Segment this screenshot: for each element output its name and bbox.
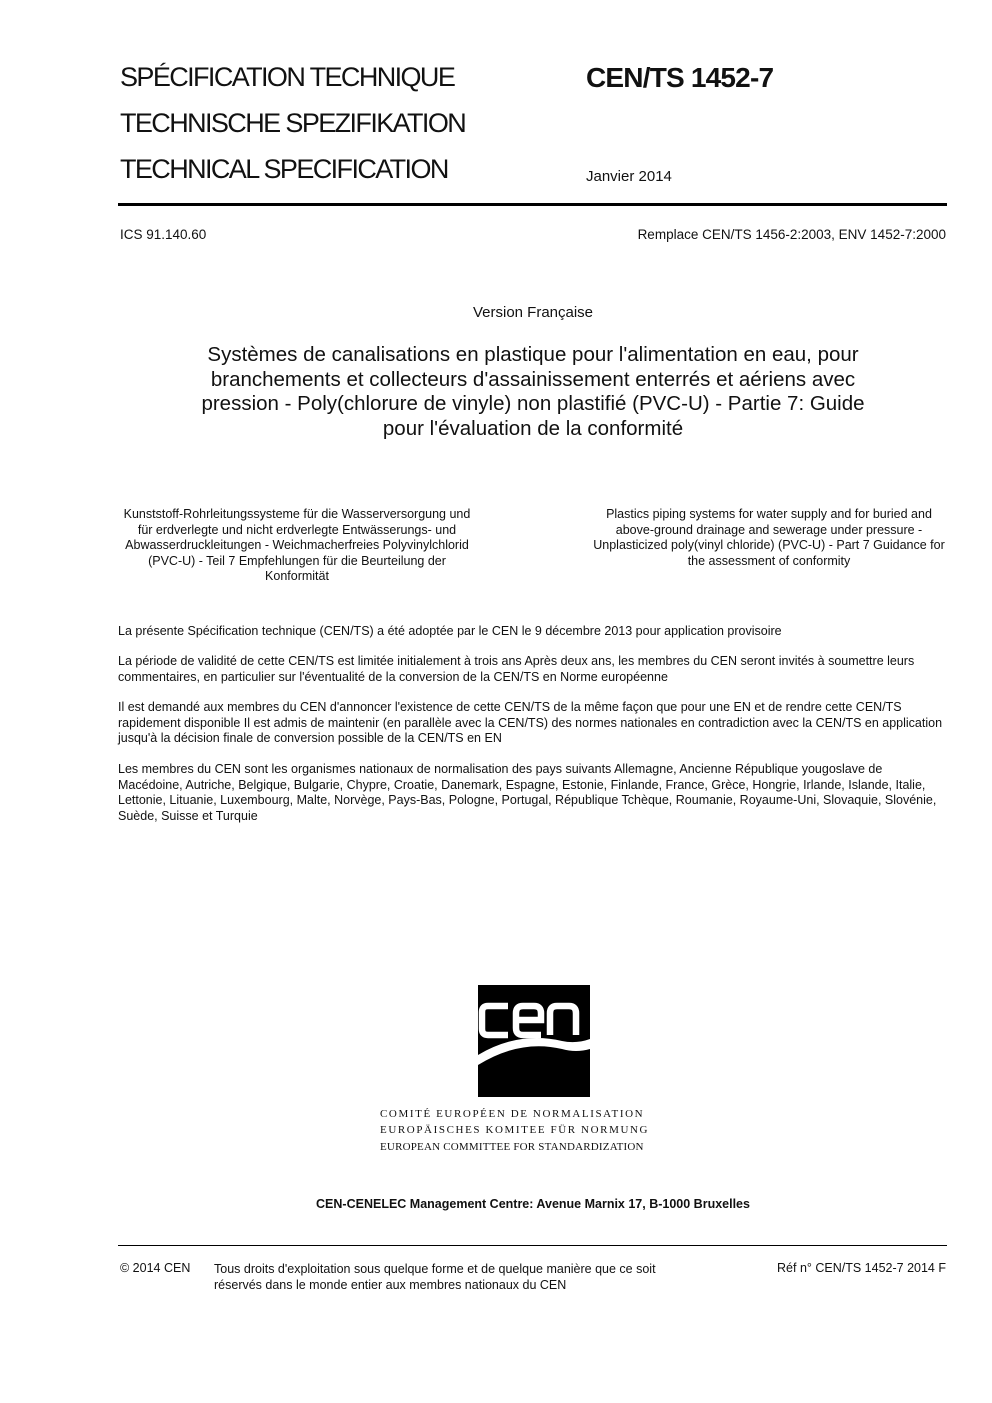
committee-french: COMITÉ EUROPÉEN DE NORMALISATION bbox=[380, 1108, 645, 1120]
title-english: TECHNICAL SPECIFICATION bbox=[120, 154, 448, 184]
title-german: TECHNISCHE SPEZIFIKATION bbox=[120, 108, 466, 138]
management-centre-address: CEN-CENELEC Management Centre: Avenue Marnix 17, B-1000 Bruxelles bbox=[316, 1197, 750, 1211]
paragraph-validity: La période de validité de cette CEN/TS est limitée initialement à trois ans Après deux ans, les membres du CEN seront invités à soumettre leurs commentaires, en particulier sur l'éventualité de la conversion de la CEN/TS en Norme européenne bbox=[118, 654, 915, 684]
replaces-note: Remplace CEN/TS 1456-2:2003, ENV 1452-7:2000 bbox=[637, 227, 946, 242]
ics-code: ICS 91.140.60 bbox=[120, 227, 207, 242]
header-divider bbox=[118, 203, 947, 206]
publication-date: Janvier 2014 bbox=[586, 168, 672, 185]
paragraph-adoption: La présente Spécification technique (CEN/TS) a été adoptée par le CEN le 9 décembre 2013 pour application provisoire bbox=[118, 624, 782, 638]
subtitle-english: Plastics piping systems for water supply and for buried and above-ground drainage and sewerage under pressure - Unplasticized poly(vinyl chloride) (PVC-U) - Part 7 Guidance for the assessment of conformity bbox=[593, 507, 945, 568]
reference-number: Réf n° CEN/TS 1452-7 2014 F bbox=[777, 1261, 946, 1275]
cen-logo-icon bbox=[478, 985, 590, 1097]
committee-german: EUROPÄISCHES KOMITEE FÜR NORMUNG bbox=[380, 1124, 650, 1136]
committee-english: EUROPEAN COMMITTEE FOR STANDARDIZATION bbox=[380, 1141, 644, 1153]
copyright-notice: © 2014 CEN bbox=[120, 1261, 191, 1275]
footer-divider bbox=[118, 1245, 947, 1246]
version-label: Version Française bbox=[472, 304, 594, 321]
title-french: SPÉCIFICATION TECHNIQUE bbox=[120, 62, 455, 92]
main-title: Systèmes de canalisations en plastique pour l'alimentation en eau, pour branchements et collecteurs d'assainissement enterrés et aériens avec pression - Poly(chlorure de vinyle) non plastifié (PVC-U) - Partie 7: Guide pour l'évaluation de la conformité bbox=[201, 343, 865, 440]
subtitle-german: Kunststoff-Rohrleitungssysteme für die Wasserversorgung und für erdverlegte und nicht erdverlegte Entwässerungs- und Abwasserdruckleitungen - Weichmacherfreies Polyvinylchlorid (PVC-U) - Teil 7 Empfehlungen für die Beurteilung der Konformität bbox=[123, 507, 471, 583]
paragraph-announcement: Il est demandé aux membres du CEN d'annoncer l'existence de cette CEN/TS de la même façon que pour une EN et de rendre cette CEN/TS rapidement disponible Il est admis de maintenir (en parallèle avec la CEN/TS) des normes nationales en contradiction avec la CEN/TS en application jusqu'à la décision finale de conversion possible de la CEN/TS en EN bbox=[118, 700, 943, 745]
document-code: CEN/TS 1452-7 bbox=[586, 62, 774, 93]
paragraph-members: Les membres du CEN sont les organismes nationaux de normalisation des pays suivants Allemagne, Ancienne République yougoslave de Macédoine, Autriche, Belgique, Bulgarie, Chypre, Croatie, Danemark, Espagne, Estonie, Finlande, France, Grèce, Hongrie, Irlande, Islande, Italie, Lettonie, Lituanie, Luxembourg, Malte, Norvège, Pays-Bas, Pologne, Portugal, République Tchèque, Roumanie, Royaume-Uni, Slovaquie, Slovénie, Suède, Suisse et Turquie bbox=[118, 762, 937, 823]
rights-statement: Tous droits d'exploitation sous quelque forme et de quelque manière que ce soit réservés dans le monde entier aux membres nationaux du CEN bbox=[214, 1262, 656, 1292]
